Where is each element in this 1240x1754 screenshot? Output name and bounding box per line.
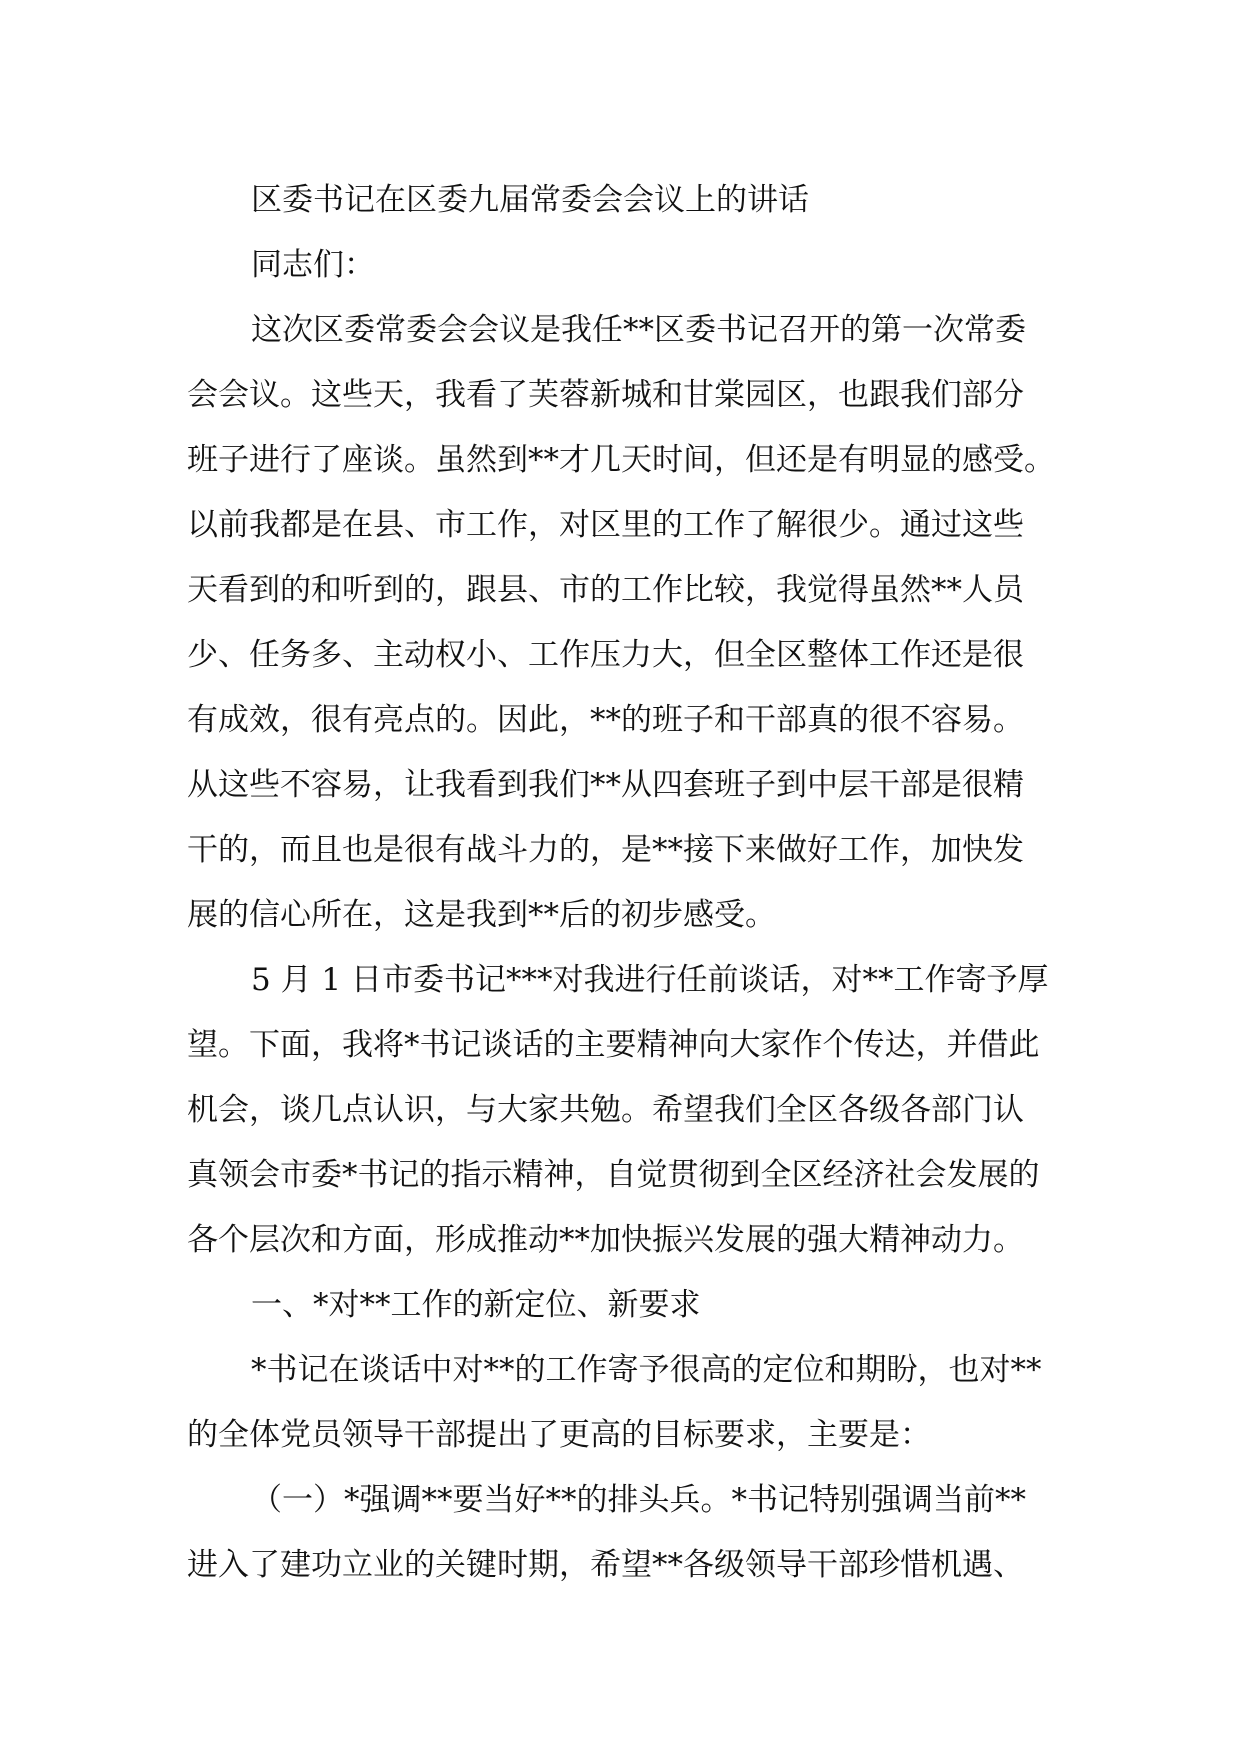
- text-line: 会会议。这些天，我看了芙蓉新城和甘棠园区，也跟我们部分: [187, 377, 1024, 413]
- salutation: 同志们：: [251, 247, 375, 283]
- text-line: 真领会市委*书记的指示精神，自觉贯彻到全区经济社会发展的: [187, 1157, 1040, 1193]
- text-line: *书记在谈话中对**的工作寄予很高的定位和期盼，也对**: [251, 1352, 1042, 1388]
- text-line: 进入了建功立业的关键时期，希望**各级领导干部珍惜机遇、: [187, 1547, 1024, 1583]
- text-line: 天看到的和听到的，跟县、市的工作比较，我觉得虽然**人员: [187, 572, 1024, 608]
- document-body: [187, 168, 1067, 1598]
- text-line: 展的信心所在，这是我到**后的初步感受。: [187, 897, 776, 933]
- text-line: 的全体党员领导干部提出了更高的目标要求，主要是：: [187, 1417, 931, 1453]
- text-line: （一）*强调**要当好**的排头兵。*书记特别强调当前**: [251, 1482, 1026, 1518]
- speech-title: 区委书记在区委九届常委会会议上的讲话: [251, 182, 809, 218]
- text-line: 这次区委常委会会议是我任**区委书记召开的第一次常委: [251, 312, 1026, 348]
- text-line: 干的，而且也是很有战斗力的，是**接下来做好工作，加快发: [187, 832, 1024, 868]
- text-line: 5 月 1 日市委书记***对我进行任前谈话，对**工作寄予厚: [251, 962, 1049, 998]
- text-line: 以前我都是在县、市工作，对区里的工作了解很少。通过这些: [187, 507, 1024, 543]
- text-line: 从这些不容易，让我看到我们**从四套班子到中层干部是很精: [187, 767, 1024, 803]
- section-heading: 一、*对**工作的新定位、新要求: [251, 1287, 701, 1323]
- text-line: 各个层次和方面，形成推动**加快振兴发展的强大精神动力。: [187, 1222, 1024, 1258]
- text-line: 机会，谈几点认识，与大家共勉。希望我们全区各级各部门认: [187, 1092, 1024, 1128]
- text-line: 有成效，很有亮点的。因此，**的班子和干部真的很不容易。: [187, 702, 1024, 738]
- text-line: 班子进行了座谈。虽然到**才几天时间，但还是有明显的感受。: [187, 442, 1055, 478]
- text-line: 少、任务多、主动权小、工作压力大，但全区整体工作还是很: [187, 637, 1024, 673]
- text-line: 望。下面，我将*书记谈话的主要精神向大家作个传达，并借此: [187, 1027, 1040, 1063]
